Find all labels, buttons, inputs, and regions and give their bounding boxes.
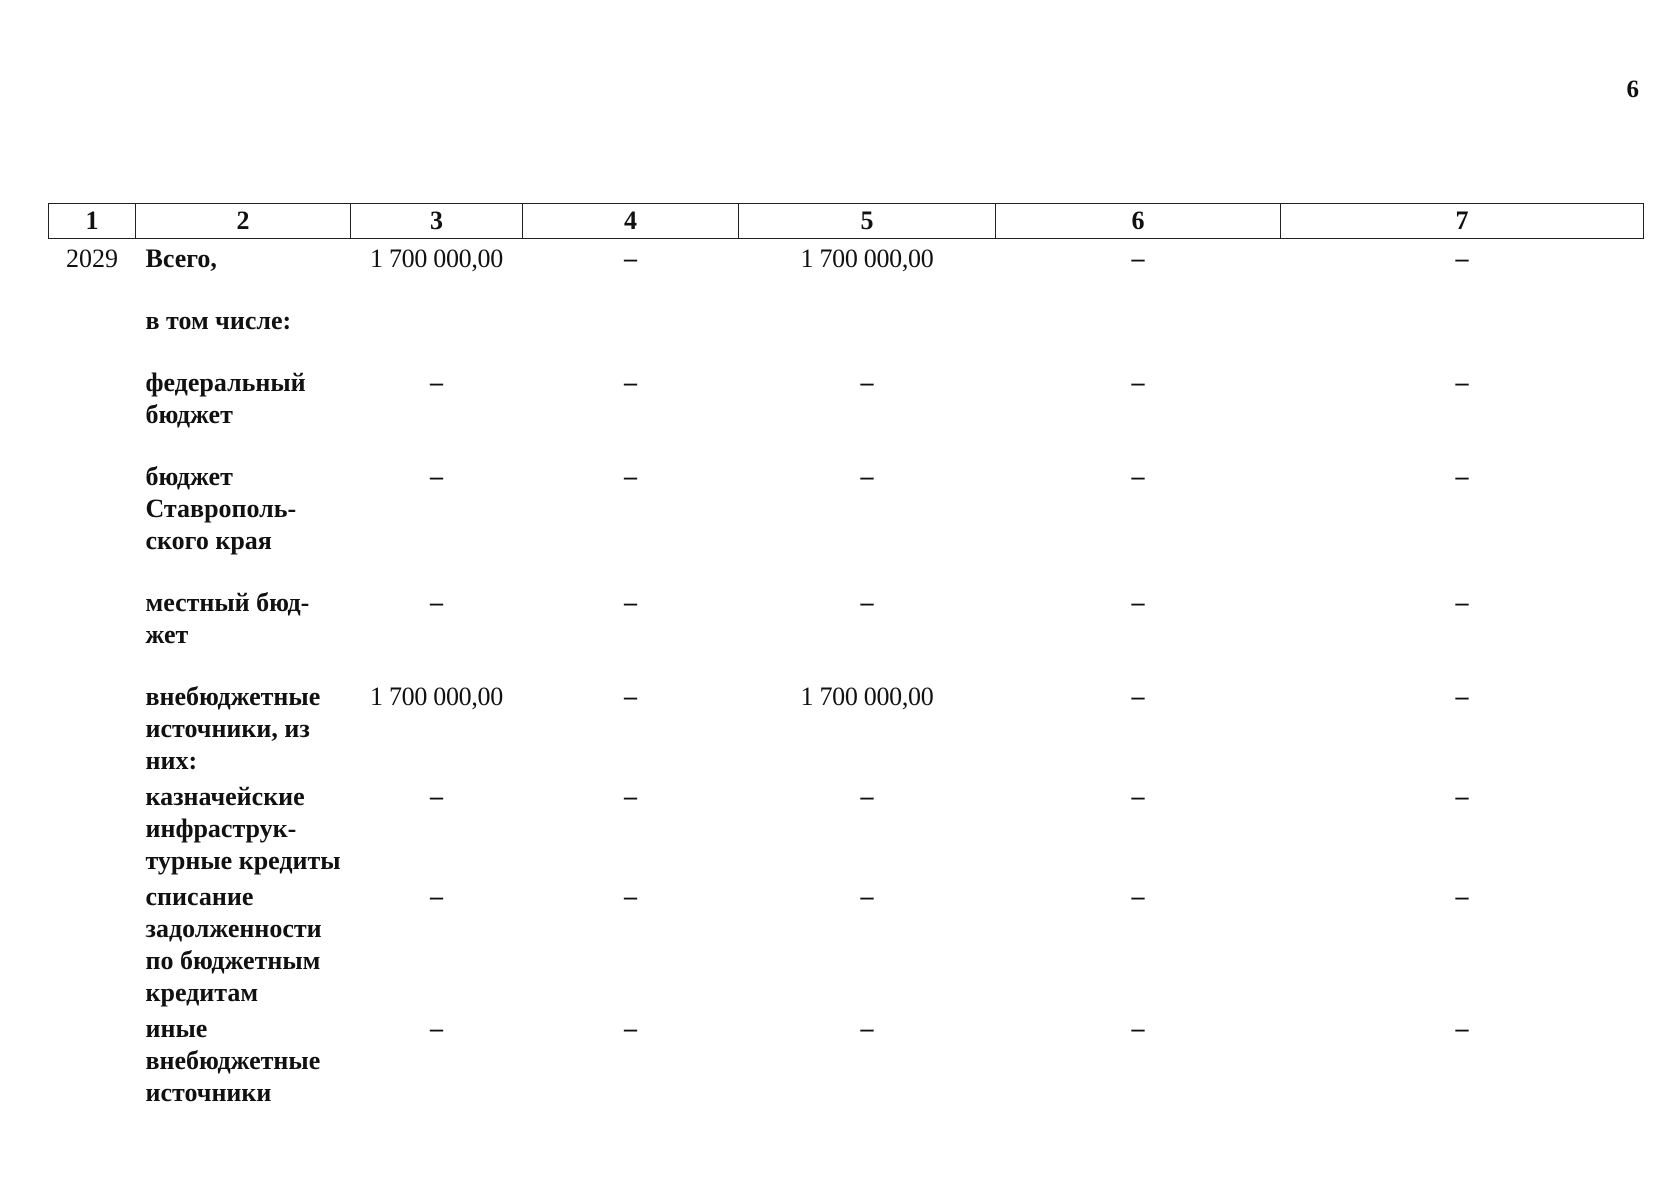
table-row (49, 239, 1644, 302)
header-col-7: 7 (1281, 204, 1644, 239)
cell-col-6: – (1131, 588, 1145, 617)
cell-col-3: – (430, 782, 443, 811)
empty-cell (49, 583, 136, 677)
table-row (49, 1009, 1644, 1109)
table-row (49, 457, 1644, 583)
header-col-5: 5 (739, 204, 996, 239)
row-label: иные внебюджетные источники (145, 1014, 321, 1107)
cell-col-3: – (430, 368, 443, 397)
cell-col-7: – (1455, 782, 1469, 811)
table-row (49, 301, 1644, 363)
table-row (49, 363, 1644, 457)
cell-col-7: – (1455, 462, 1469, 491)
header-col-6: 6 (996, 204, 1281, 239)
cell-col-4: – (624, 462, 637, 491)
cell-col-5: – (860, 588, 874, 617)
cell-col-5: 1 700 000,00 (800, 244, 934, 273)
cell-col-7: – (1455, 588, 1469, 617)
empty-cell (49, 301, 136, 363)
cell-col-4 (523, 301, 739, 363)
cell-col-6: – (1131, 462, 1145, 491)
table-row (49, 777, 1644, 877)
cell-col-3: – (430, 1014, 443, 1043)
cell-col-7: – (1455, 682, 1469, 711)
empty-cell (49, 677, 136, 777)
page-number: 6 (1626, 76, 1639, 103)
cell-col-4: – (624, 588, 637, 617)
cell-col-6: – (1131, 782, 1145, 811)
cell-col-5: – (860, 882, 874, 911)
cell-col-6: – (1131, 368, 1145, 397)
header-col-3: 3 (351, 204, 523, 239)
row-label: внебюджетные источники, из них: (145, 682, 321, 775)
cell-col-5: – (860, 368, 874, 397)
cell-col-7 (1281, 301, 1644, 363)
cell-col-4: – (624, 882, 637, 911)
cell-col-4: – (624, 782, 637, 811)
cell-col-3: 1 700 000,00 (370, 244, 503, 273)
row-label: казначейские инфраструк-турные кредиты (145, 782, 341, 875)
cell-col-3: 1 700 000,00 (370, 682, 503, 711)
table-row (49, 877, 1644, 1009)
row-label: в том числе: (145, 306, 292, 335)
cell-col-3 (351, 301, 523, 363)
header-col-4: 4 (523, 204, 739, 239)
cell-col-4: – (624, 1014, 637, 1043)
table-row (49, 677, 1644, 777)
header-col-1: 1 (49, 204, 136, 239)
row-label: бюджет Ставрополь-ского края (145, 462, 297, 555)
cell-col-3: – (430, 462, 443, 491)
empty-cell (49, 363, 136, 457)
cell-col-7: – (1455, 368, 1469, 397)
cell-col-5: – (860, 1014, 874, 1043)
cell-col-7: – (1455, 1014, 1469, 1043)
cell-col-5: 1 700 000,00 (800, 682, 934, 711)
row-label: местный бюд-жет (145, 588, 310, 649)
row-label: федеральный бюджет (145, 368, 306, 429)
empty-cell (49, 777, 136, 877)
cell-col-6 (996, 301, 1281, 363)
table-row (49, 583, 1644, 677)
funding-table (48, 203, 1643, 1109)
cell-col-6: – (1131, 1014, 1145, 1043)
cell-col-5 (739, 301, 996, 363)
cell-col-4: – (624, 682, 637, 711)
funding-table-grid (48, 203, 1644, 1109)
empty-cell (49, 1009, 136, 1109)
header-col-2: 2 (136, 204, 351, 239)
year-cell: 2029 (66, 244, 118, 273)
row-label: списание задолженности по бюджетным кредитам (145, 882, 322, 1007)
cell-col-7: – (1455, 882, 1469, 911)
cell-col-4: – (624, 368, 637, 397)
cell-col-5: – (860, 782, 874, 811)
cell-col-6: – (1131, 682, 1145, 711)
empty-cell (49, 877, 136, 1009)
cell-col-6: – (1131, 244, 1145, 273)
cell-col-3: – (430, 882, 443, 911)
table-header-row (49, 204, 1644, 239)
cell-col-5: – (860, 462, 874, 491)
cell-col-6: – (1131, 882, 1145, 911)
cell-col-3: – (430, 588, 443, 617)
cell-col-7: – (1455, 244, 1469, 273)
cell-col-4: – (624, 244, 637, 273)
row-label: Всего, (145, 244, 217, 273)
empty-cell (49, 457, 136, 583)
